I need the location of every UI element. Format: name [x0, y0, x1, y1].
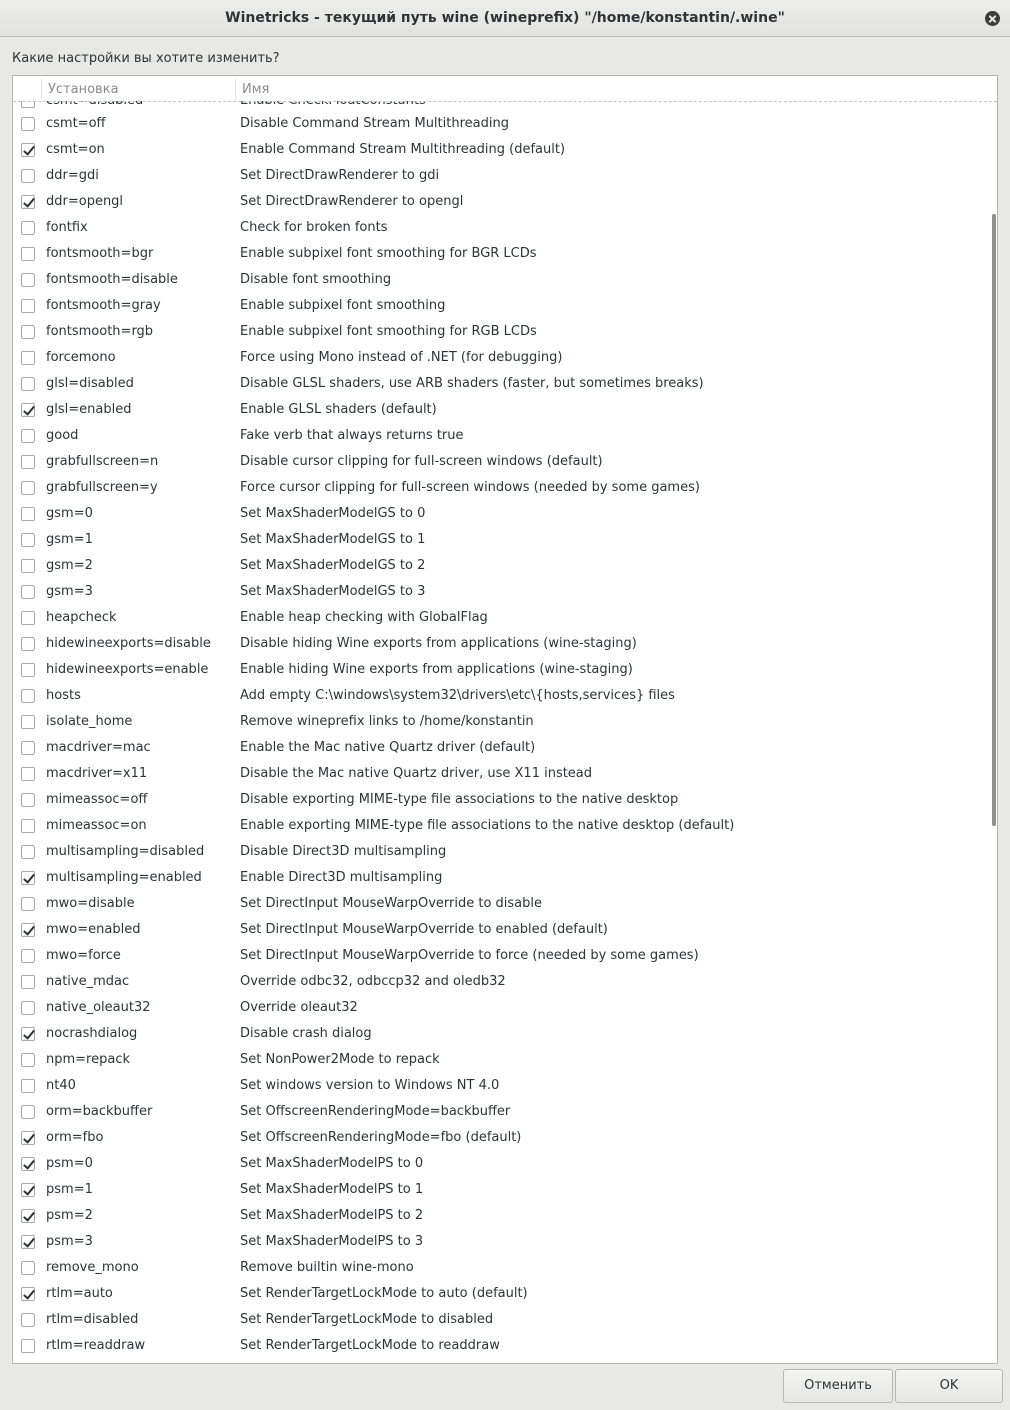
- list-item[interactable]: [13, 1307, 997, 1333]
- row-checkbox[interactable]: [21, 1287, 35, 1301]
- settings-list[interactable]: [12, 75, 998, 1364]
- row-setting: gsm=1: [46, 532, 93, 547]
- header-divider: [13, 101, 997, 102]
- list-item[interactable]: [13, 319, 997, 345]
- row-name: Disable exporting MIME-type file associations to the native desktop: [240, 792, 679, 807]
- row-checkbox[interactable]: [21, 585, 35, 599]
- list-item[interactable]: [13, 1229, 997, 1255]
- list-item[interactable]: [13, 527, 997, 553]
- row-name: Fake verb that always returns true: [240, 428, 464, 443]
- row-name: Enable Command Stream Multithreading (default): [240, 142, 566, 157]
- list-item[interactable]: [13, 1099, 997, 1125]
- row-name: Remove builtin wine-mono: [240, 1260, 414, 1275]
- row-checkbox[interactable]: [21, 559, 35, 573]
- row-name: Override oleaut32: [240, 1000, 358, 1015]
- row-checkbox[interactable]: [21, 767, 35, 781]
- row-checkbox[interactable]: [21, 819, 35, 833]
- row-checkbox[interactable]: [21, 377, 35, 391]
- row-checkbox[interactable]: [21, 169, 35, 183]
- row-setting: fontsmooth=rgb: [46, 324, 154, 339]
- list-header: [13, 76, 997, 101]
- row-setting: psm=2: [46, 1208, 93, 1223]
- close-icon[interactable]: [985, 11, 1000, 26]
- list-item[interactable]: [13, 1125, 997, 1151]
- row-setting: mimeassoc=off: [46, 792, 148, 807]
- row-checkbox[interactable]: [21, 507, 35, 521]
- row-checkbox[interactable]: [21, 481, 35, 495]
- row-checkbox[interactable]: [21, 1079, 35, 1093]
- row-setting: ddr=opengl: [46, 194, 124, 209]
- row-checkbox[interactable]: [21, 195, 35, 209]
- row-name: Set NonPower2Mode to repack: [240, 1052, 440, 1067]
- list-item[interactable]: [13, 241, 997, 267]
- column-header-name[interactable]: Имя: [242, 82, 270, 97]
- row-name: Set OffscreenRenderingMode=backbuffer: [240, 1104, 511, 1119]
- row-setting: mwo=disable: [46, 896, 135, 911]
- row-checkbox[interactable]: [21, 1183, 35, 1197]
- row-name: Override odbc32, odbccp32 and oledb32: [240, 974, 506, 989]
- row-checkbox[interactable]: [21, 1313, 35, 1327]
- list-item[interactable]: [13, 787, 997, 813]
- list-item[interactable]: [13, 501, 997, 527]
- list-item[interactable]: [13, 839, 997, 865]
- row-checkbox[interactable]: [21, 273, 35, 287]
- row-name: Enable subpixel font smoothing: [240, 298, 446, 313]
- row-setting: glsl=disabled: [46, 376, 134, 391]
- row-name: Set MaxShaderModelPS to 0: [240, 1156, 424, 1171]
- list-item[interactable]: [13, 943, 997, 969]
- row-name: Set OffscreenRenderingMode=fbo (default): [240, 1130, 522, 1145]
- row-name: Disable hiding Wine exports from applications (wine-staging): [240, 636, 637, 651]
- row-checkbox[interactable]: [21, 351, 35, 365]
- row-name: Enable subpixel font smoothing for BGR LCDs: [240, 246, 537, 261]
- list-item[interactable]: [13, 1203, 997, 1229]
- list-item[interactable]: [13, 1177, 997, 1203]
- row-setting: csmt=on: [46, 142, 105, 157]
- row-name: Set MaxShaderModelGS to 1: [240, 532, 426, 547]
- row-name: Set DirectInput MouseWarpOverride to disable: [240, 896, 542, 911]
- row-checkbox[interactable]: [21, 325, 35, 339]
- window-title: Winetricks - текущий путь wine (wineprefix) "/home/konstantin/.wine": [225, 10, 785, 26]
- row-name: Disable the Mac native Quartz driver, use X11 instead: [240, 766, 593, 781]
- row-checkbox[interactable]: [21, 221, 35, 235]
- row-checkbox[interactable]: [21, 1105, 35, 1119]
- title-bar: [0, 0, 1010, 37]
- row-name: Set RenderTargetLockMode to auto (default): [240, 1286, 528, 1301]
- list-item[interactable]: [13, 163, 997, 189]
- ok-button[interactable]: OK: [895, 1369, 1003, 1403]
- row-setting: gsm=3: [46, 584, 93, 599]
- list-item[interactable]: [13, 1151, 997, 1177]
- row-checkbox[interactable]: [21, 611, 35, 625]
- row-name: Set MaxShaderModelPS to 3: [240, 1234, 424, 1249]
- row-checkbox[interactable]: [21, 1053, 35, 1067]
- row-name: Set DirectDrawRenderer to opengl: [240, 194, 464, 209]
- row-setting: npm=repack: [46, 1052, 130, 1067]
- row-setting: psm=3: [46, 1234, 93, 1249]
- row-setting: grabfullscreen=n: [46, 454, 159, 469]
- row-setting: hidewineexports=enable: [46, 662, 209, 677]
- list-item[interactable]: [13, 449, 997, 475]
- row-checkbox[interactable]: [21, 1339, 35, 1353]
- row-setting: orm=fbo: [46, 1130, 104, 1145]
- row-setting: forcemono: [46, 350, 116, 365]
- row-setting: ddr=gdi: [46, 168, 99, 183]
- row-name: Set MaxShaderModelGS to 2: [240, 558, 426, 573]
- list-item[interactable]: [13, 137, 997, 163]
- row-name: Disable cursor clipping for full-screen windows (default): [240, 454, 603, 469]
- list-item[interactable]: [13, 813, 997, 839]
- row-name: Force cursor clipping for full-screen windows (needed by some games): [240, 480, 700, 495]
- row-setting: fontsmooth=gray: [46, 298, 161, 313]
- row-setting: psm=0: [46, 1156, 93, 1171]
- row-name: Add empty C:\windows\system32\drivers\etc\{hosts,services} files: [240, 688, 675, 703]
- row-name: Set DirectInput MouseWarpOverride to force (needed by some games): [240, 948, 699, 963]
- row-name: Set DirectInput MouseWarpOverride to enabled (default): [240, 922, 608, 937]
- row-checkbox[interactable]: [21, 117, 35, 131]
- header-separator: [235, 79, 236, 99]
- list-item[interactable]: [13, 1333, 997, 1359]
- row-setting: fontfix: [46, 220, 88, 235]
- row-checkbox[interactable]: [21, 637, 35, 651]
- row-name: Enable hiding Wine exports from applications (wine-staging): [240, 662, 633, 677]
- vertical-scrollbar[interactable]: [992, 214, 996, 826]
- row-name: Disable font smoothing: [240, 272, 392, 287]
- list-item[interactable]: [13, 657, 997, 683]
- list-item[interactable]: [13, 579, 997, 605]
- row-name: Enable the Mac native Quartz driver (default): [240, 740, 536, 755]
- row-checkbox[interactable]: [21, 1261, 35, 1275]
- list-item[interactable]: [13, 631, 997, 657]
- row-name: Disable GLSL shaders, use ARB shaders (faster, but sometimes breaks): [240, 376, 704, 391]
- list-item[interactable]: [13, 345, 997, 371]
- row-checkbox[interactable]: [21, 741, 35, 755]
- list-item[interactable]: [13, 735, 997, 761]
- row-name: Disable crash dialog: [240, 1026, 372, 1041]
- row-setting: fontsmooth=disable: [46, 272, 178, 287]
- row-setting: macdriver=mac: [46, 740, 151, 755]
- list-item[interactable]: [13, 683, 997, 709]
- row-name: Enable subpixel font smoothing for RGB LCDs: [240, 324, 537, 339]
- cancel-button[interactable]: Отменить: [783, 1369, 893, 1403]
- row-name: Enable exporting MIME-type file associations to the native desktop (default): [240, 818, 735, 833]
- row-checkbox[interactable]: [21, 247, 35, 261]
- row-name: Set windows version to Windows NT 4.0: [240, 1078, 500, 1093]
- row-checkbox[interactable]: [21, 689, 35, 703]
- list-item[interactable]: [13, 423, 997, 449]
- row-name: Enable GLSL shaders (default): [240, 402, 437, 417]
- row-name: Disable Direct3D multisampling: [240, 844, 447, 859]
- list-item[interactable]: [13, 891, 997, 917]
- list-item[interactable]: [13, 969, 997, 995]
- row-checkbox[interactable]: [21, 923, 35, 937]
- row-checkbox[interactable]: [21, 429, 35, 443]
- row-name: Check for broken fonts: [240, 220, 388, 235]
- row-setting: hosts: [46, 688, 81, 703]
- row-setting: rtlm=readdraw: [46, 1338, 146, 1353]
- list-item[interactable]: [13, 1255, 997, 1281]
- row-checkbox[interactable]: [21, 1235, 35, 1249]
- row-checkbox[interactable]: [21, 949, 35, 963]
- row-name: Force using Mono instead of .NET (for debugging): [240, 350, 563, 365]
- list-item[interactable]: [13, 917, 997, 943]
- row-setting: multisampling=enabled: [46, 870, 202, 885]
- row-setting: glsl=enabled: [46, 402, 132, 417]
- header-separator: [41, 79, 42, 99]
- row-name: Enable Direct3D multisampling: [240, 870, 443, 885]
- prompt-label: Какие настройки вы хотите изменить?: [12, 51, 280, 66]
- row-setting: fontsmooth=bgr: [46, 246, 154, 261]
- row-setting: remove_mono: [46, 1260, 139, 1275]
- row-name: Disable Command Stream Multithreading: [240, 116, 509, 131]
- row-name: Enable heap checking with GlobalFlag: [240, 610, 488, 625]
- row-setting: macdriver=x11: [46, 766, 148, 781]
- row-name: Set MaxShaderModelPS to 1: [240, 1182, 424, 1197]
- list-item[interactable]: [13, 1073, 997, 1099]
- row-name: Set DirectDrawRenderer to gdi: [240, 168, 440, 183]
- list-item[interactable]: [13, 553, 997, 579]
- row-checkbox[interactable]: [21, 975, 35, 989]
- row-setting: gsm=2: [46, 558, 93, 573]
- row-name: Remove wineprefix links to /home/konstantin: [240, 714, 534, 729]
- row-checkbox[interactable]: [21, 845, 35, 859]
- list-item[interactable]: [13, 1281, 997, 1307]
- row-setting: hidewineexports=disable: [46, 636, 211, 651]
- row-setting: orm=backbuffer: [46, 1104, 153, 1119]
- list-item[interactable]: [13, 111, 997, 137]
- list-item[interactable]: [13, 371, 997, 397]
- row-setting: heapcheck: [46, 610, 117, 625]
- row-checkbox[interactable]: [21, 663, 35, 677]
- list-item[interactable]: [13, 865, 997, 891]
- row-setting: mwo=force: [46, 948, 121, 963]
- list-item[interactable]: [13, 267, 997, 293]
- row-setting: nt40: [46, 1078, 76, 1093]
- row-checkbox[interactable]: [21, 1027, 35, 1041]
- row-checkbox[interactable]: [21, 871, 35, 885]
- row-setting: rtlm=auto: [46, 1286, 113, 1301]
- list-item[interactable]: [13, 475, 997, 501]
- row-name: Set MaxShaderModelGS to 0: [240, 506, 426, 521]
- row-name: Set RenderTargetLockMode to disabled: [240, 1312, 494, 1327]
- row-checkbox[interactable]: [21, 455, 35, 469]
- row-checkbox[interactable]: [21, 793, 35, 807]
- list-item[interactable]: [13, 709, 997, 735]
- list-item[interactable]: [13, 189, 997, 215]
- row-name: Set MaxShaderModelPS to 2: [240, 1208, 424, 1223]
- row-setting: rtlm=disabled: [46, 1312, 139, 1327]
- row-checkbox[interactable]: [21, 1209, 35, 1223]
- row-setting: mwo=enabled: [46, 922, 141, 937]
- row-name: Set RenderTargetLockMode to readdraw: [240, 1338, 500, 1353]
- row-setting: nocrashdialog: [46, 1026, 138, 1041]
- row-setting: multisampling=disabled: [46, 844, 205, 859]
- list-item[interactable]: [13, 761, 997, 787]
- row-setting: csmt=off: [46, 116, 106, 131]
- list-item[interactable]: [13, 995, 997, 1021]
- list-item[interactable]: [13, 1021, 997, 1047]
- row-checkbox[interactable]: [21, 143, 35, 157]
- row-setting: native_oleaut32: [46, 1000, 151, 1015]
- list-item[interactable]: [13, 397, 997, 423]
- row-checkbox[interactable]: [21, 1131, 35, 1145]
- row-checkbox[interactable]: [21, 299, 35, 313]
- list-item[interactable]: [13, 605, 997, 631]
- row-setting: gsm=0: [46, 506, 93, 521]
- row-checkbox[interactable]: [21, 1157, 35, 1171]
- list-item[interactable]: [13, 1047, 997, 1073]
- row-setting: psm=1: [46, 1182, 93, 1197]
- row-setting: isolate_home: [46, 714, 133, 729]
- row-setting: grabfullscreen=y: [46, 480, 158, 495]
- row-checkbox[interactable]: [21, 533, 35, 547]
- row-checkbox[interactable]: [21, 897, 35, 911]
- column-header-setting[interactable]: Установка: [48, 82, 119, 97]
- list-item[interactable]: [13, 215, 997, 241]
- row-checkbox[interactable]: [21, 715, 35, 729]
- row-setting: native_mdac: [46, 974, 130, 989]
- list-item[interactable]: [13, 293, 997, 319]
- row-setting: good: [46, 428, 79, 443]
- row-checkbox[interactable]: [21, 1001, 35, 1015]
- row-name: Set MaxShaderModelGS to 3: [240, 584, 426, 599]
- row-setting: mimeassoc=on: [46, 818, 147, 833]
- row-checkbox[interactable]: [21, 403, 35, 417]
